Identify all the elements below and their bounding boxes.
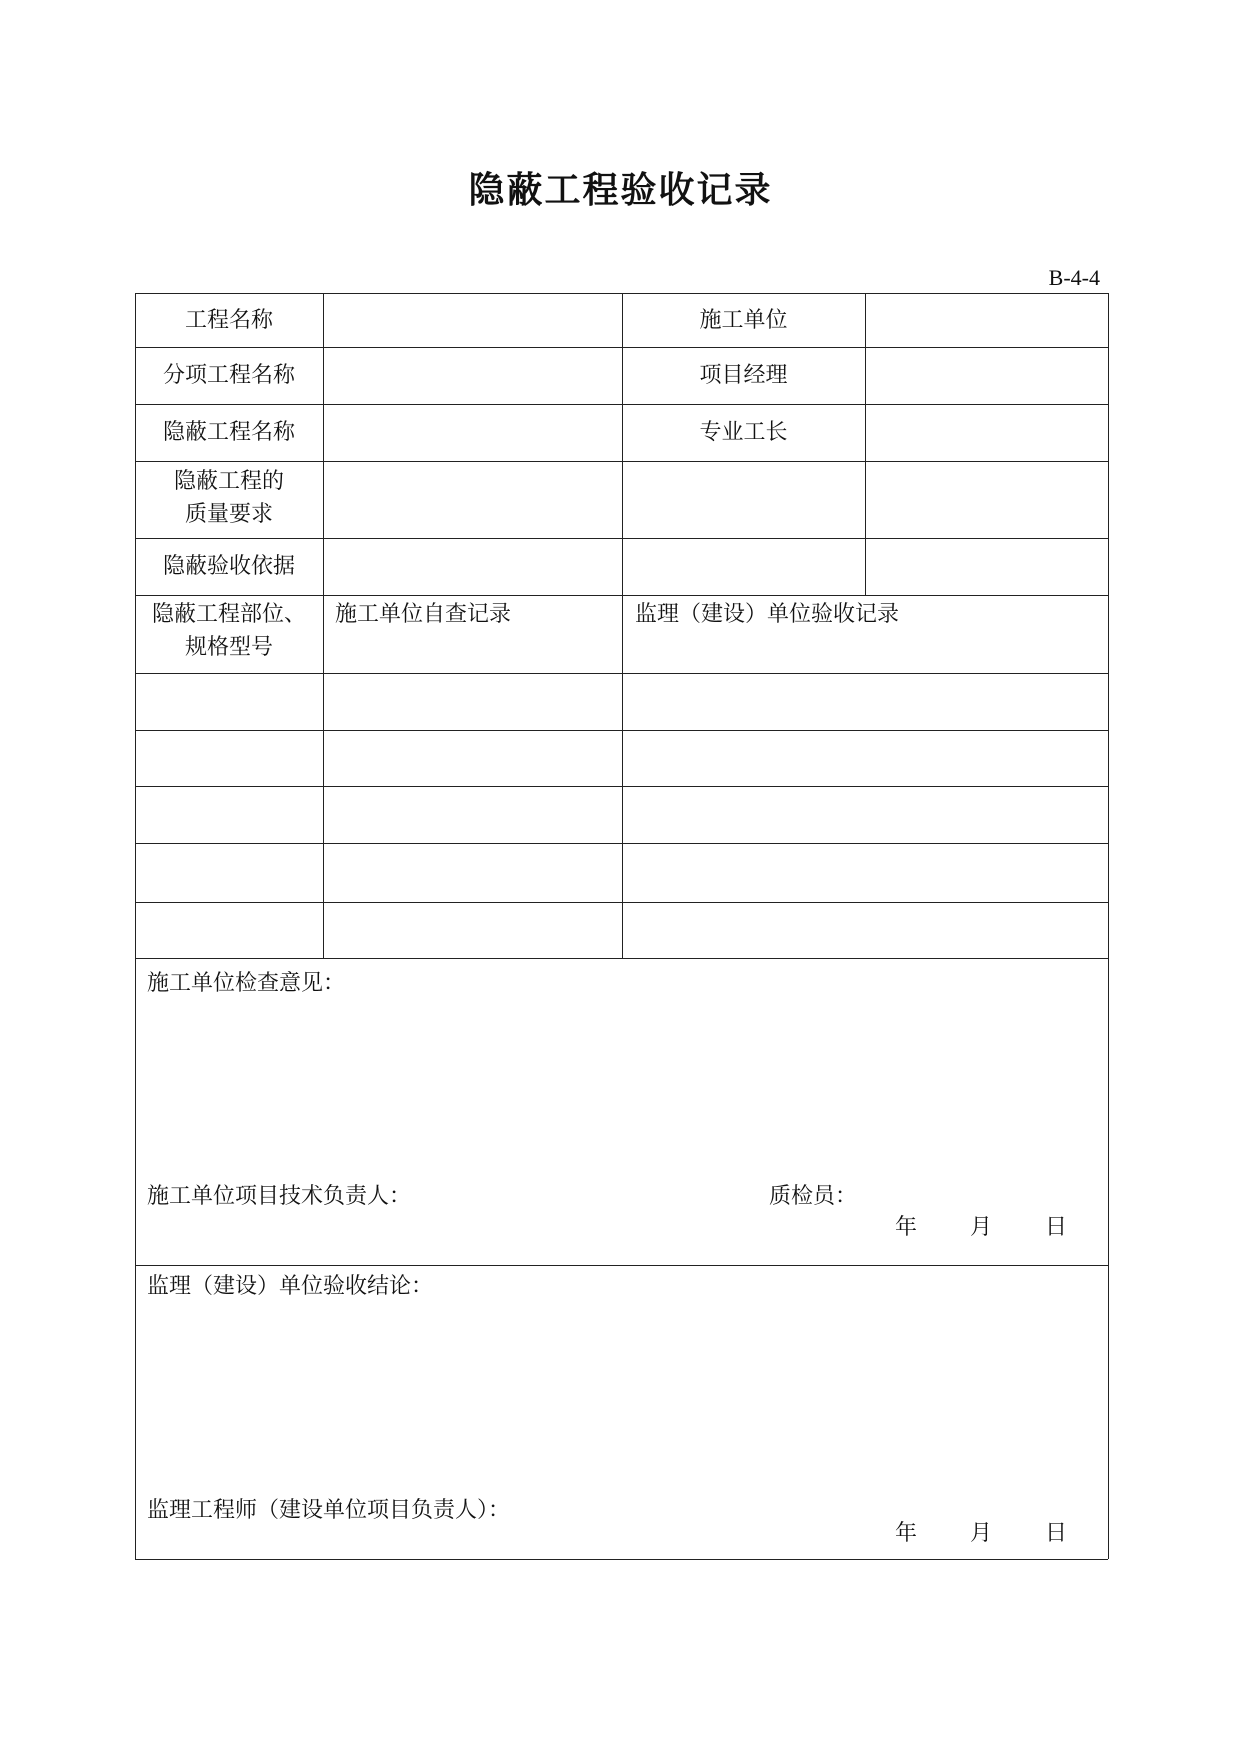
label-project-manager: 项目经理 (699, 363, 788, 388)
inspection-heading: 施工单位检查意见： (147, 971, 346, 996)
inspection-tech-lead-label: 施工单位项目技术负责人： (147, 1184, 412, 1209)
conclusion-heading: 监理（建设）单位验收结论： (147, 1274, 434, 1299)
row-line (135, 1559, 1108, 1560)
label-hidden-work-name: 隐蔽工程名称 (162, 420, 295, 445)
inspection-inspector-label: 质检员： (769, 1184, 858, 1209)
conclusion-day: 日 (1045, 1521, 1068, 1546)
label-sub-project-name: 分项工程名称 (162, 363, 295, 388)
label-quality-line1: 隐蔽工程的 (173, 469, 284, 494)
conclusion-engineer-label: 监理工程师（建设单位项目负责人）： (147, 1498, 511, 1523)
conclusion-month: 月 (970, 1521, 993, 1546)
header-self-check: 施工单位自查记录 (335, 602, 512, 627)
label-quality-line2: 质量要求 (184, 502, 273, 527)
label-acceptance-basis: 隐蔽验收依据 (162, 554, 295, 579)
column-line (865, 293, 866, 595)
form-code: B-4-4 (1048, 265, 1100, 290)
column-line (1108, 293, 1109, 1559)
document-title: 隐蔽工程验收记录 (468, 170, 773, 211)
label-quality-requirements (135, 465, 323, 531)
label-project-name: 工程名称 (184, 307, 273, 333)
header-location-spec (135, 598, 323, 664)
row-line (135, 958, 1108, 959)
header-location-line2: 规格型号 (184, 635, 273, 660)
conclusion-year: 年 (895, 1521, 918, 1546)
header-supervisor-record: 监理（建设）单位验收记录 (635, 602, 900, 627)
column-line (323, 293, 324, 958)
row-line (135, 1265, 1108, 1266)
inspection-year: 年 (895, 1215, 918, 1240)
inspection-month: 月 (970, 1215, 993, 1240)
label-foreman: 专业工长 (699, 420, 788, 445)
label-contractor: 施工单位 (699, 307, 788, 333)
inspection-day: 日 (1045, 1215, 1068, 1240)
header-location-line1: 隐蔽工程部位、 (151, 602, 306, 627)
acceptance-form (135, 293, 1108, 1559)
